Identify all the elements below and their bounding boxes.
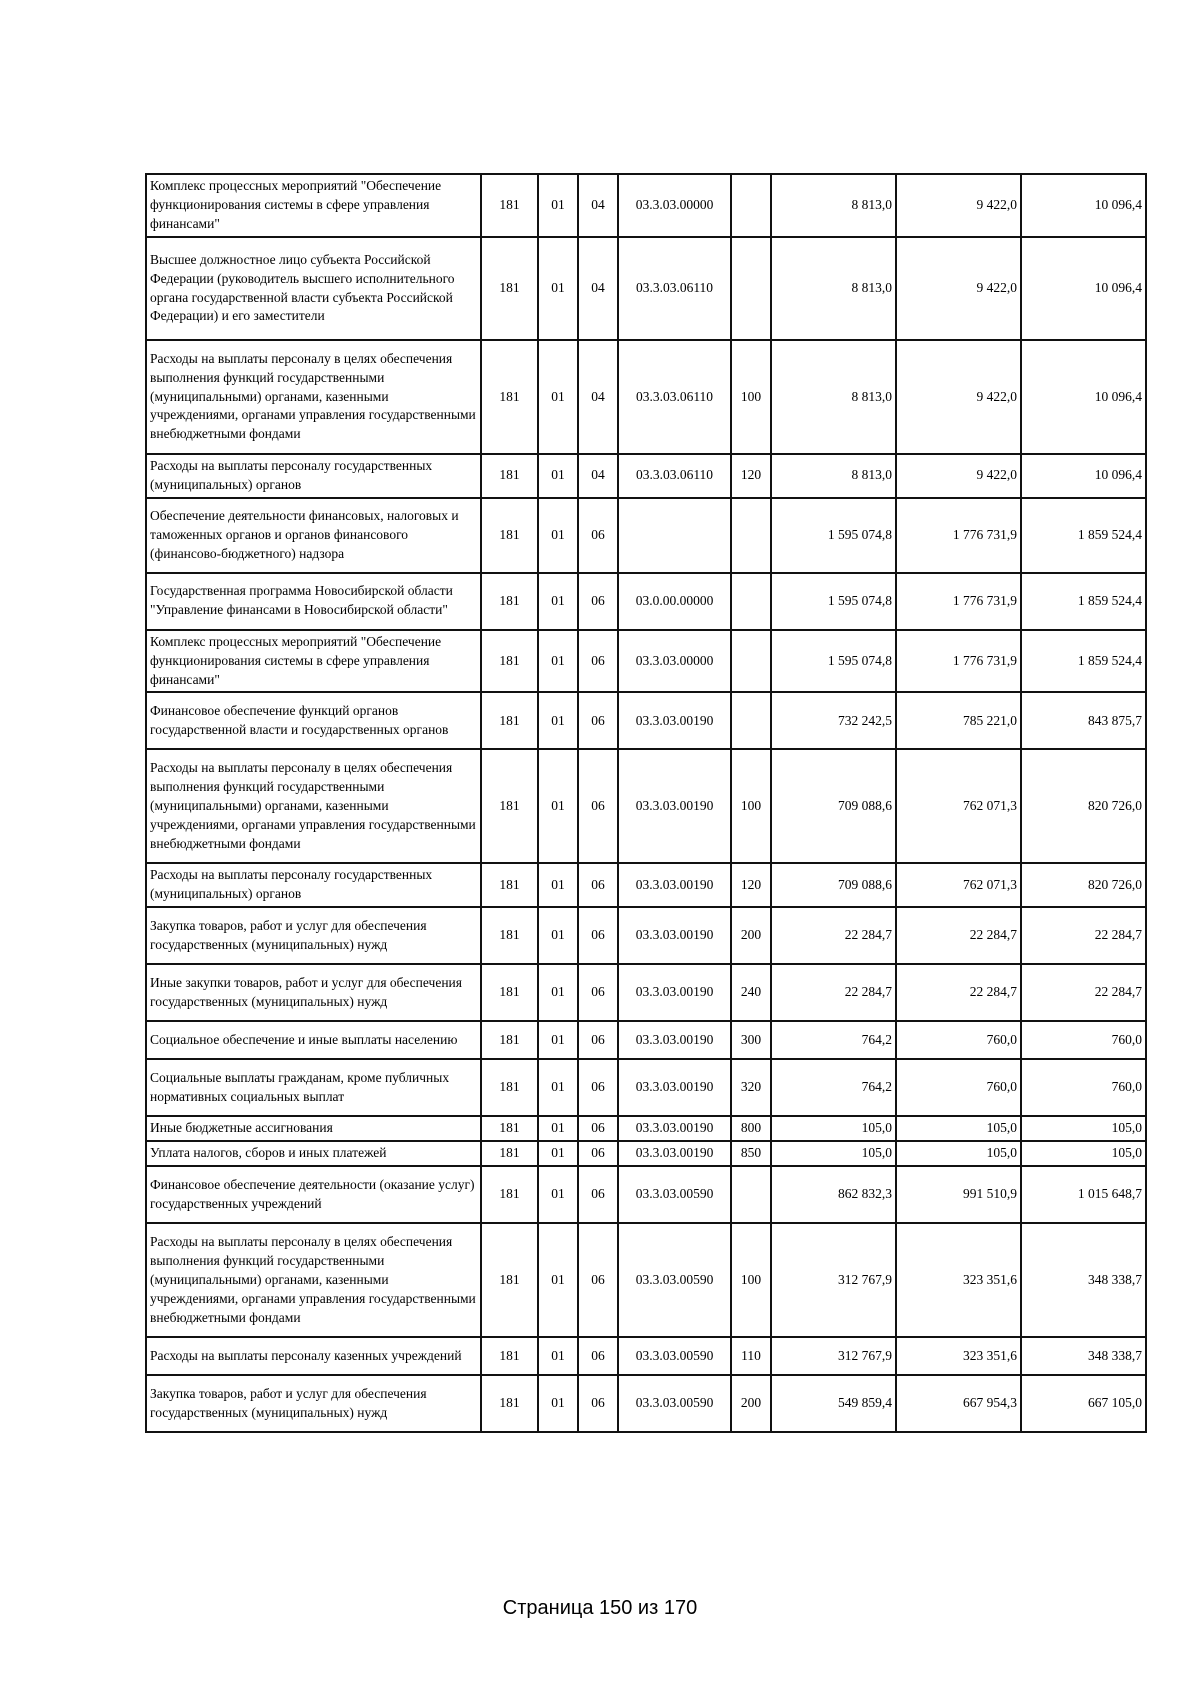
row-ved-code: 181 xyxy=(481,1223,538,1337)
row-target-article-code: 03.3.03.00190 xyxy=(618,1021,731,1059)
row-amount-year-2: 9 422,0 xyxy=(896,454,1021,498)
row-expense-type-code: 120 xyxy=(731,454,771,498)
table-row xyxy=(146,630,1146,693)
row-expense-type-code xyxy=(731,573,771,630)
row-ved-code: 181 xyxy=(481,1059,538,1116)
table-row xyxy=(146,573,1146,630)
budget-table xyxy=(145,173,1147,1433)
row-target-article-code: 03.3.03.00190 xyxy=(618,907,731,964)
row-expense-type-code: 100 xyxy=(731,340,771,454)
row-section-code: 01 xyxy=(538,692,578,749)
row-subsection-code: 06 xyxy=(578,1166,618,1223)
row-expense-type-code: 200 xyxy=(731,907,771,964)
row-section-code: 01 xyxy=(538,1059,578,1116)
row-subsection-code: 06 xyxy=(578,1375,618,1432)
row-amount-year-3: 760,0 xyxy=(1021,1059,1146,1116)
row-amount-year-2: 323 351,6 xyxy=(896,1223,1021,1337)
row-section-code: 01 xyxy=(538,1375,578,1432)
row-amount-year-1: 8 813,0 xyxy=(771,174,896,237)
row-expense-type-code: 200 xyxy=(731,1375,771,1432)
row-ved-code: 181 xyxy=(481,340,538,454)
row-ved-code: 181 xyxy=(481,749,538,863)
table-row xyxy=(146,237,1146,340)
row-amount-year-3: 1 859 524,4 xyxy=(1021,498,1146,573)
row-section-code: 01 xyxy=(538,237,578,340)
row-amount-year-3: 105,0 xyxy=(1021,1141,1146,1166)
row-target-article-code: 03.3.03.00000 xyxy=(618,630,731,693)
row-amount-year-3: 10 096,4 xyxy=(1021,340,1146,454)
row-amount-year-1: 8 813,0 xyxy=(771,237,896,340)
row-amount-year-3: 843 875,7 xyxy=(1021,692,1146,749)
row-amount-year-1: 8 813,0 xyxy=(771,454,896,498)
row-amount-year-2: 1 776 731,9 xyxy=(896,630,1021,693)
table-row xyxy=(146,863,1146,907)
row-amount-year-3: 820 726,0 xyxy=(1021,863,1146,907)
row-name: Социальное обеспечение и иные выплаты населению xyxy=(146,1021,481,1059)
row-amount-year-3: 348 338,7 xyxy=(1021,1337,1146,1375)
row-subsection-code: 06 xyxy=(578,907,618,964)
row-target-article-code: 03.3.03.06110 xyxy=(618,454,731,498)
row-name: Иные бюджетные ассигнования xyxy=(146,1116,481,1141)
row-section-code: 01 xyxy=(538,964,578,1021)
row-amount-year-3: 1 859 524,4 xyxy=(1021,630,1146,693)
row-target-article-code: 03.3.03.00590 xyxy=(618,1223,731,1337)
row-amount-year-3: 348 338,7 xyxy=(1021,1223,1146,1337)
row-amount-year-3: 667 105,0 xyxy=(1021,1375,1146,1432)
row-target-article-code: 03.0.00.00000 xyxy=(618,573,731,630)
table-row xyxy=(146,692,1146,749)
table-row xyxy=(146,749,1146,863)
row-section-code: 01 xyxy=(538,863,578,907)
row-amount-year-2: 22 284,7 xyxy=(896,907,1021,964)
table-row xyxy=(146,174,1146,237)
row-target-article-code: 03.3.03.00000 xyxy=(618,174,731,237)
row-amount-year-2: 762 071,3 xyxy=(896,749,1021,863)
row-target-article-code: 03.3.03.00190 xyxy=(618,749,731,863)
row-amount-year-1: 709 088,6 xyxy=(771,749,896,863)
row-amount-year-1: 22 284,7 xyxy=(771,964,896,1021)
row-target-article-code: 03.3.03.00590 xyxy=(618,1337,731,1375)
row-amount-year-2: 323 351,6 xyxy=(896,1337,1021,1375)
row-subsection-code: 06 xyxy=(578,1059,618,1116)
row-ved-code: 181 xyxy=(481,237,538,340)
row-amount-year-1: 312 767,9 xyxy=(771,1337,896,1375)
row-section-code: 01 xyxy=(538,454,578,498)
row-ved-code: 181 xyxy=(481,1141,538,1166)
row-name: Расходы на выплаты персоналу государственных (муниципальных) органов xyxy=(146,454,481,498)
row-amount-year-2: 760,0 xyxy=(896,1021,1021,1059)
row-name: Расходы на выплаты персоналу в целях обеспечения выполнения функций государственными (муниципальными) органами, казенными учреждениями, органами управления государственными внебюджетными фондами xyxy=(146,1223,481,1337)
row-amount-year-3: 760,0 xyxy=(1021,1021,1146,1059)
row-section-code: 01 xyxy=(538,1141,578,1166)
row-subsection-code: 04 xyxy=(578,340,618,454)
row-amount-year-2: 760,0 xyxy=(896,1059,1021,1116)
row-ved-code: 181 xyxy=(481,174,538,237)
row-expense-type-code xyxy=(731,692,771,749)
table-row xyxy=(146,964,1146,1021)
row-name: Расходы на выплаты персоналу в целях обеспечения выполнения функций государственными (муниципальными) органами, казенными учреждениями, органами управления государственными внебюджетными фондами xyxy=(146,749,481,863)
row-amount-year-2: 22 284,7 xyxy=(896,964,1021,1021)
row-amount-year-2: 105,0 xyxy=(896,1116,1021,1141)
row-section-code: 01 xyxy=(538,174,578,237)
row-ved-code: 181 xyxy=(481,498,538,573)
row-amount-year-3: 820 726,0 xyxy=(1021,749,1146,863)
row-section-code: 01 xyxy=(538,340,578,454)
row-target-article-code: 03.3.03.06110 xyxy=(618,340,731,454)
row-name: Комплекс процессных мероприятий "Обеспечение функционирования системы в сфере управления финансами" xyxy=(146,174,481,237)
row-ved-code: 181 xyxy=(481,863,538,907)
row-amount-year-3: 22 284,7 xyxy=(1021,964,1146,1021)
table-row xyxy=(146,498,1146,573)
row-section-code: 01 xyxy=(538,1021,578,1059)
row-section-code: 01 xyxy=(538,498,578,573)
row-amount-year-1: 1 595 074,8 xyxy=(771,573,896,630)
row-amount-year-3: 10 096,4 xyxy=(1021,237,1146,340)
row-subsection-code: 06 xyxy=(578,630,618,693)
table-row xyxy=(146,907,1146,964)
table-row xyxy=(146,1337,1146,1375)
row-expense-type-code xyxy=(731,174,771,237)
table-row xyxy=(146,454,1146,498)
row-section-code: 01 xyxy=(538,573,578,630)
row-amount-year-2: 9 422,0 xyxy=(896,340,1021,454)
table-row xyxy=(146,1141,1146,1166)
row-expense-type-code: 240 xyxy=(731,964,771,1021)
row-expense-type-code xyxy=(731,498,771,573)
row-target-article-code: 03.3.03.00590 xyxy=(618,1375,731,1432)
row-amount-year-2: 9 422,0 xyxy=(896,237,1021,340)
row-ved-code: 181 xyxy=(481,1021,538,1059)
row-subsection-code: 06 xyxy=(578,498,618,573)
row-subsection-code: 04 xyxy=(578,454,618,498)
row-target-article-code: 03.3.03.00190 xyxy=(618,692,731,749)
row-name: Высшее должностное лицо субъекта Российской Федерации (руководитель высшего исполнительного органа государственной власти субъекта Российской Федерации) и его заместители xyxy=(146,237,481,340)
row-amount-year-2: 9 422,0 xyxy=(896,174,1021,237)
row-name: Расходы на выплаты персоналу государственных (муниципальных) органов xyxy=(146,863,481,907)
table-row xyxy=(146,1166,1146,1223)
row-ved-code: 181 xyxy=(481,1337,538,1375)
row-name: Обеспечение деятельности финансовых, налоговых и таможенных органов и органов финансового (финансово-бюджетного) надзора xyxy=(146,498,481,573)
row-expense-type-code xyxy=(731,630,771,693)
row-section-code: 01 xyxy=(538,749,578,863)
row-amount-year-2: 785 221,0 xyxy=(896,692,1021,749)
row-name: Закупка товаров, работ и услуг для обеспечения государственных (муниципальных) нужд xyxy=(146,907,481,964)
row-amount-year-1: 1 595 074,8 xyxy=(771,498,896,573)
row-expense-type-code: 850 xyxy=(731,1141,771,1166)
table-row xyxy=(146,1059,1146,1116)
row-section-code: 01 xyxy=(538,1337,578,1375)
row-amount-year-1: 8 813,0 xyxy=(771,340,896,454)
row-expense-type-code: 120 xyxy=(731,863,771,907)
row-amount-year-1: 549 859,4 xyxy=(771,1375,896,1432)
row-amount-year-2: 1 776 731,9 xyxy=(896,498,1021,573)
row-expense-type-code: 100 xyxy=(731,1223,771,1337)
row-target-article-code: 03.3.03.00190 xyxy=(618,964,731,1021)
row-expense-type-code: 800 xyxy=(731,1116,771,1141)
row-amount-year-3: 1 859 524,4 xyxy=(1021,573,1146,630)
row-name: Закупка товаров, работ и услуг для обеспечения государственных (муниципальных) нужд xyxy=(146,1375,481,1432)
row-amount-year-3: 10 096,4 xyxy=(1021,174,1146,237)
row-amount-year-1: 312 767,9 xyxy=(771,1223,896,1337)
row-target-article-code: 03.3.03.00190 xyxy=(618,1141,731,1166)
row-subsection-code: 06 xyxy=(578,692,618,749)
budget-table-body xyxy=(146,174,1146,1432)
row-section-code: 01 xyxy=(538,1223,578,1337)
row-name: Финансовое обеспечение деятельности (оказание услуг) государственных учреждений xyxy=(146,1166,481,1223)
row-subsection-code: 06 xyxy=(578,573,618,630)
row-expense-type-code xyxy=(731,1166,771,1223)
row-amount-year-1: 862 832,3 xyxy=(771,1166,896,1223)
row-amount-year-2: 667 954,3 xyxy=(896,1375,1021,1432)
row-section-code: 01 xyxy=(538,1166,578,1223)
row-name: Комплекс процессных мероприятий "Обеспечение функционирования системы в сфере управления финансами" xyxy=(146,630,481,693)
row-expense-type-code: 300 xyxy=(731,1021,771,1059)
row-expense-type-code: 320 xyxy=(731,1059,771,1116)
row-name: Расходы на выплаты персоналу в целях обеспечения выполнения функций государственными (муниципальными) органами, казенными учреждениями, органами управления государственными внебюджетными фондами xyxy=(146,340,481,454)
row-subsection-code: 06 xyxy=(578,863,618,907)
row-ved-code: 181 xyxy=(481,1166,538,1223)
row-section-code: 01 xyxy=(538,630,578,693)
row-subsection-code: 06 xyxy=(578,964,618,1021)
table-row xyxy=(146,1021,1146,1059)
table-row xyxy=(146,1116,1146,1141)
row-subsection-code: 06 xyxy=(578,1116,618,1141)
row-ved-code: 181 xyxy=(481,964,538,1021)
row-ved-code: 181 xyxy=(481,1116,538,1141)
table-row xyxy=(146,340,1146,454)
row-target-article-code: 03.3.03.00190 xyxy=(618,1059,731,1116)
row-amount-year-3: 10 096,4 xyxy=(1021,454,1146,498)
row-ved-code: 181 xyxy=(481,1375,538,1432)
row-name: Социальные выплаты гражданам, кроме публичных нормативных социальных выплат xyxy=(146,1059,481,1116)
row-amount-year-1: 1 595 074,8 xyxy=(771,630,896,693)
row-name: Расходы на выплаты персоналу казенных учреждений xyxy=(146,1337,481,1375)
row-amount-year-1: 764,2 xyxy=(771,1021,896,1059)
row-target-article-code: 03.3.03.00590 xyxy=(618,1166,731,1223)
table-row xyxy=(146,1223,1146,1337)
row-name: Уплата налогов, сборов и иных платежей xyxy=(146,1141,481,1166)
row-target-article-code xyxy=(618,498,731,573)
row-subsection-code: 06 xyxy=(578,1337,618,1375)
row-amount-year-2: 1 776 731,9 xyxy=(896,573,1021,630)
row-subsection-code: 04 xyxy=(578,174,618,237)
row-subsection-code: 06 xyxy=(578,1141,618,1166)
row-ved-code: 181 xyxy=(481,692,538,749)
row-expense-type-code: 110 xyxy=(731,1337,771,1375)
row-amount-year-2: 991 510,9 xyxy=(896,1166,1021,1223)
row-subsection-code: 04 xyxy=(578,237,618,340)
row-subsection-code: 06 xyxy=(578,749,618,863)
row-amount-year-2: 762 071,3 xyxy=(896,863,1021,907)
row-amount-year-1: 22 284,7 xyxy=(771,907,896,964)
row-section-code: 01 xyxy=(538,907,578,964)
row-amount-year-3: 105,0 xyxy=(1021,1116,1146,1141)
row-target-article-code: 03.3.03.00190 xyxy=(618,863,731,907)
row-ved-code: 181 xyxy=(481,630,538,693)
row-ved-code: 181 xyxy=(481,907,538,964)
row-name: Финансовое обеспечение функций органов государственной власти и государственных органов xyxy=(146,692,481,749)
row-subsection-code: 06 xyxy=(578,1021,618,1059)
page-number: Страница 150 из 170 xyxy=(502,1597,698,1619)
row-subsection-code: 06 xyxy=(578,1223,618,1337)
row-target-article-code: 03.3.03.00190 xyxy=(618,1116,731,1141)
row-amount-year-3: 1 015 648,7 xyxy=(1021,1166,1146,1223)
row-ved-code: 181 xyxy=(481,454,538,498)
table-row xyxy=(146,1375,1146,1432)
row-ved-code: 181 xyxy=(481,573,538,630)
row-name: Иные закупки товаров, работ и услуг для обеспечения государственных (муниципальных) нужд xyxy=(146,964,481,1021)
row-expense-type-code xyxy=(731,237,771,340)
row-section-code: 01 xyxy=(538,1116,578,1141)
row-amount-year-1: 105,0 xyxy=(771,1116,896,1141)
row-expense-type-code: 100 xyxy=(731,749,771,863)
row-name: Государственная программа Новосибирской области "Управление финансами в Новосибирской области" xyxy=(146,573,481,630)
row-amount-year-2: 105,0 xyxy=(896,1141,1021,1166)
row-amount-year-1: 732 242,5 xyxy=(771,692,896,749)
row-amount-year-3: 22 284,7 xyxy=(1021,907,1146,964)
row-amount-year-1: 764,2 xyxy=(771,1059,896,1116)
row-amount-year-1: 105,0 xyxy=(771,1141,896,1166)
row-target-article-code: 03.3.03.06110 xyxy=(618,237,731,340)
row-amount-year-1: 709 088,6 xyxy=(771,863,896,907)
